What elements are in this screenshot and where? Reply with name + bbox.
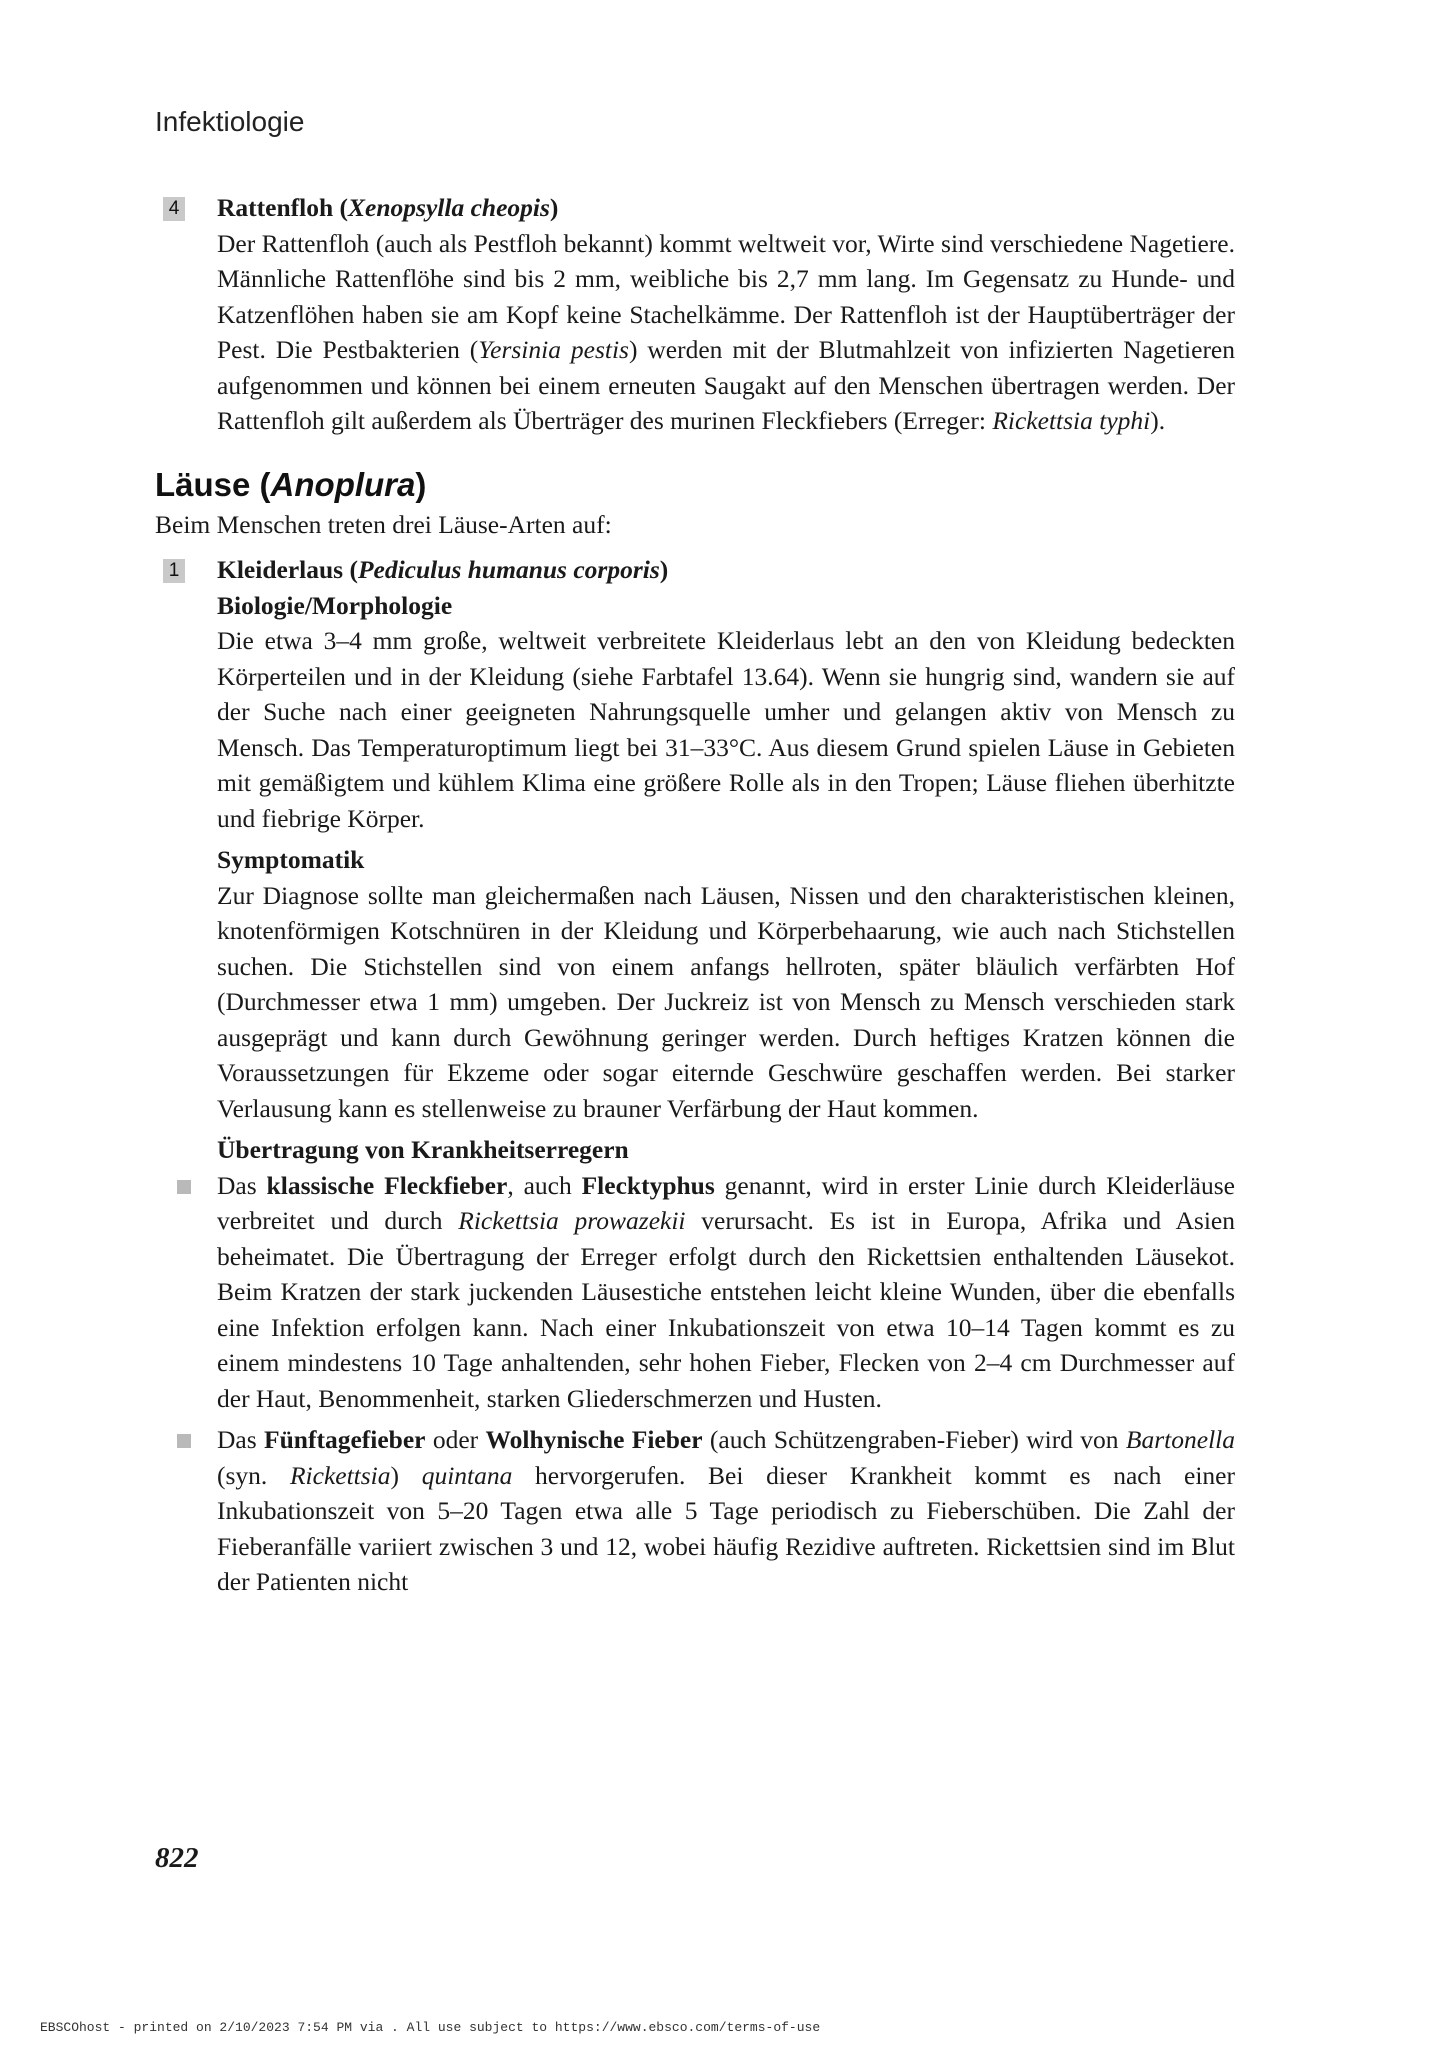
list-item: Das klassische Fleckfieber, auch Flecktyphus genannt, wird in erster Linie durch Kleiderläuse verbreitet und durch Rickettsia prowazekii verursacht. Es ist in Europa, Afrika und Asien beheimatet. Die Übertragung der Erreger erfolgt durch den Rickettsien enthaltenden Läusekot. Beim Kratzen der stark juckenden Läusestiche entstehen leicht kleine Wunden, über die ebenfalls eine Infektion erfolgen kann. Nach einer Inkubationszeit von etwa 10–14 Tagen kommt es zu einem mindestens 10 Tage anhaltenden, sehr hohen Fieber, Flecken von 2–4 cm Durchmesser auf der Haut, Benommenheit, starken Gliederschmerzen und Husten. [217, 1168, 1235, 1417]
uebertragung-list [155, 1168, 1235, 1600]
symptomatik-paragraph: Zur Diagnose sollte man gleichermaßen nach Läusen, Nissen und den charakteristischen kleinen, knotenförmigen Kotschnüren in der Kleidung und Körperbehaarung, wie auch nach Stichstellen suchen. Die Stichstellen sind von einem anfangs hellroten, später bläulich verfärbten Hof (Durchmesser etwa 1 mm) umgeben. Der Juckreiz ist von Mensch zu Mensch verschieden stark ausgeprägt und kann durch Gewöhnung geringer werden. Durch heftiges Kratzen können die Voraussetzungen für Ekzeme oder sogar eiternde Geschwüre geschaffen werden. Bei starker Verlausung kann es stellenweise zu brauner Verfärbung der Haut kommen. [217, 880, 1235, 1123]
list-item: Das Fünftagefieber oder Wolhynische Fieber (auch Schützengraben-Fieber) wird von Bartonella (syn. Rickettsia) quintana hervorgerufen. Bei dieser Krankheit kommt es nach einer Inkubationszeit von 5–20 Tagen etwa alle 5 Tage periodisch zu Fieberschüben. Die Zahl der Fieberanfälle variiert zwischen 3 und 12, wobei häufig Rezidive auftreten. Rickettsien sind im Blut der Patienten nicht [217, 1422, 1235, 1600]
page-content [155, 190, 1235, 1606]
section-heading-laeuse: Läuse (Anoplura) [155, 465, 427, 503]
subheading-symptomatik: Symptomatik [217, 845, 365, 874]
bullet-square-icon [177, 1180, 191, 1194]
item-number-badge: 4 [163, 197, 185, 221]
running-head: Infektiologie [155, 106, 305, 137]
page-number: 822 [155, 1842, 199, 1874]
subheading-biologie: Biologie/Morphologie [217, 590, 453, 620]
print-footer: EBSCOhost - printed on 2/10/2023 7:54 PM via . All use subject to https://www.ebsco.com/terms-of-use [40, 2020, 821, 2035]
rattenfloh-paragraph: Der Rattenfloh (auch als Pestfloh bekannt) kommt weltweit vor, Wirte sind verschiedene Nagetiere. Männliche Rattenflöhe sind bis 2 mm, weibliche bis 2,7 mm lang. Im Gegensatz zu Hunde- und Katzenflöhen haben sie am Kopf keine Stachelkämme. Der Rattenfloh ist der Hauptüberträger der Pest. Die Pestbakterien (Yersinia pestis) werden mit der Blutmahlzeit von infizierten Nagetieren aufgenommen und können bei einem erneuten Saugakt auf den Menschen übertragen werden. Der Rattenfloh gilt außerdem als Überträger des murinen Fleckfiebers (Erreger: Rickettsia typhi). [217, 228, 1235, 435]
rattenfloh-block [155, 190, 1235, 439]
rattenfloh-title: Rattenfloh (Xenopsylla cheopis) [217, 193, 559, 222]
bullet-square-icon [177, 1434, 191, 1448]
kleiderlaus-block [155, 552, 1235, 1168]
section-intro: Beim Menschen treten drei Läuse-Arten auf: [155, 509, 612, 539]
kleiderlaus-title: Kleiderlaus (Pediculus humanus corporis) [217, 555, 669, 584]
subheading-uebertragung: Übertragung von Krankheitserregern [217, 1135, 629, 1164]
biologie-paragraph: Die etwa 3–4 mm große, weltweit verbreitete Kleiderlaus lebt an den von Kleidung bedeckten Körperteilen und in der Kleidung (siehe Farbtafel 13.64). Wenn sie hungrig sind, wandern sie auf der Suche nach einer geeigneten Nahrungsquelle umher und gelangen aktiv von Mensch zu Mensch. Das Temperaturoptimum liegt bei 31–33°C. Aus diesem Grund spielen Läuse in Gebieten mit gemäßigtem und kühlem Klima eine größere Rolle als in den Tropen; Läuse fliehen überhitzte und fiebrige Körper. [217, 626, 1235, 833]
item-number-badge: 1 [163, 559, 185, 583]
